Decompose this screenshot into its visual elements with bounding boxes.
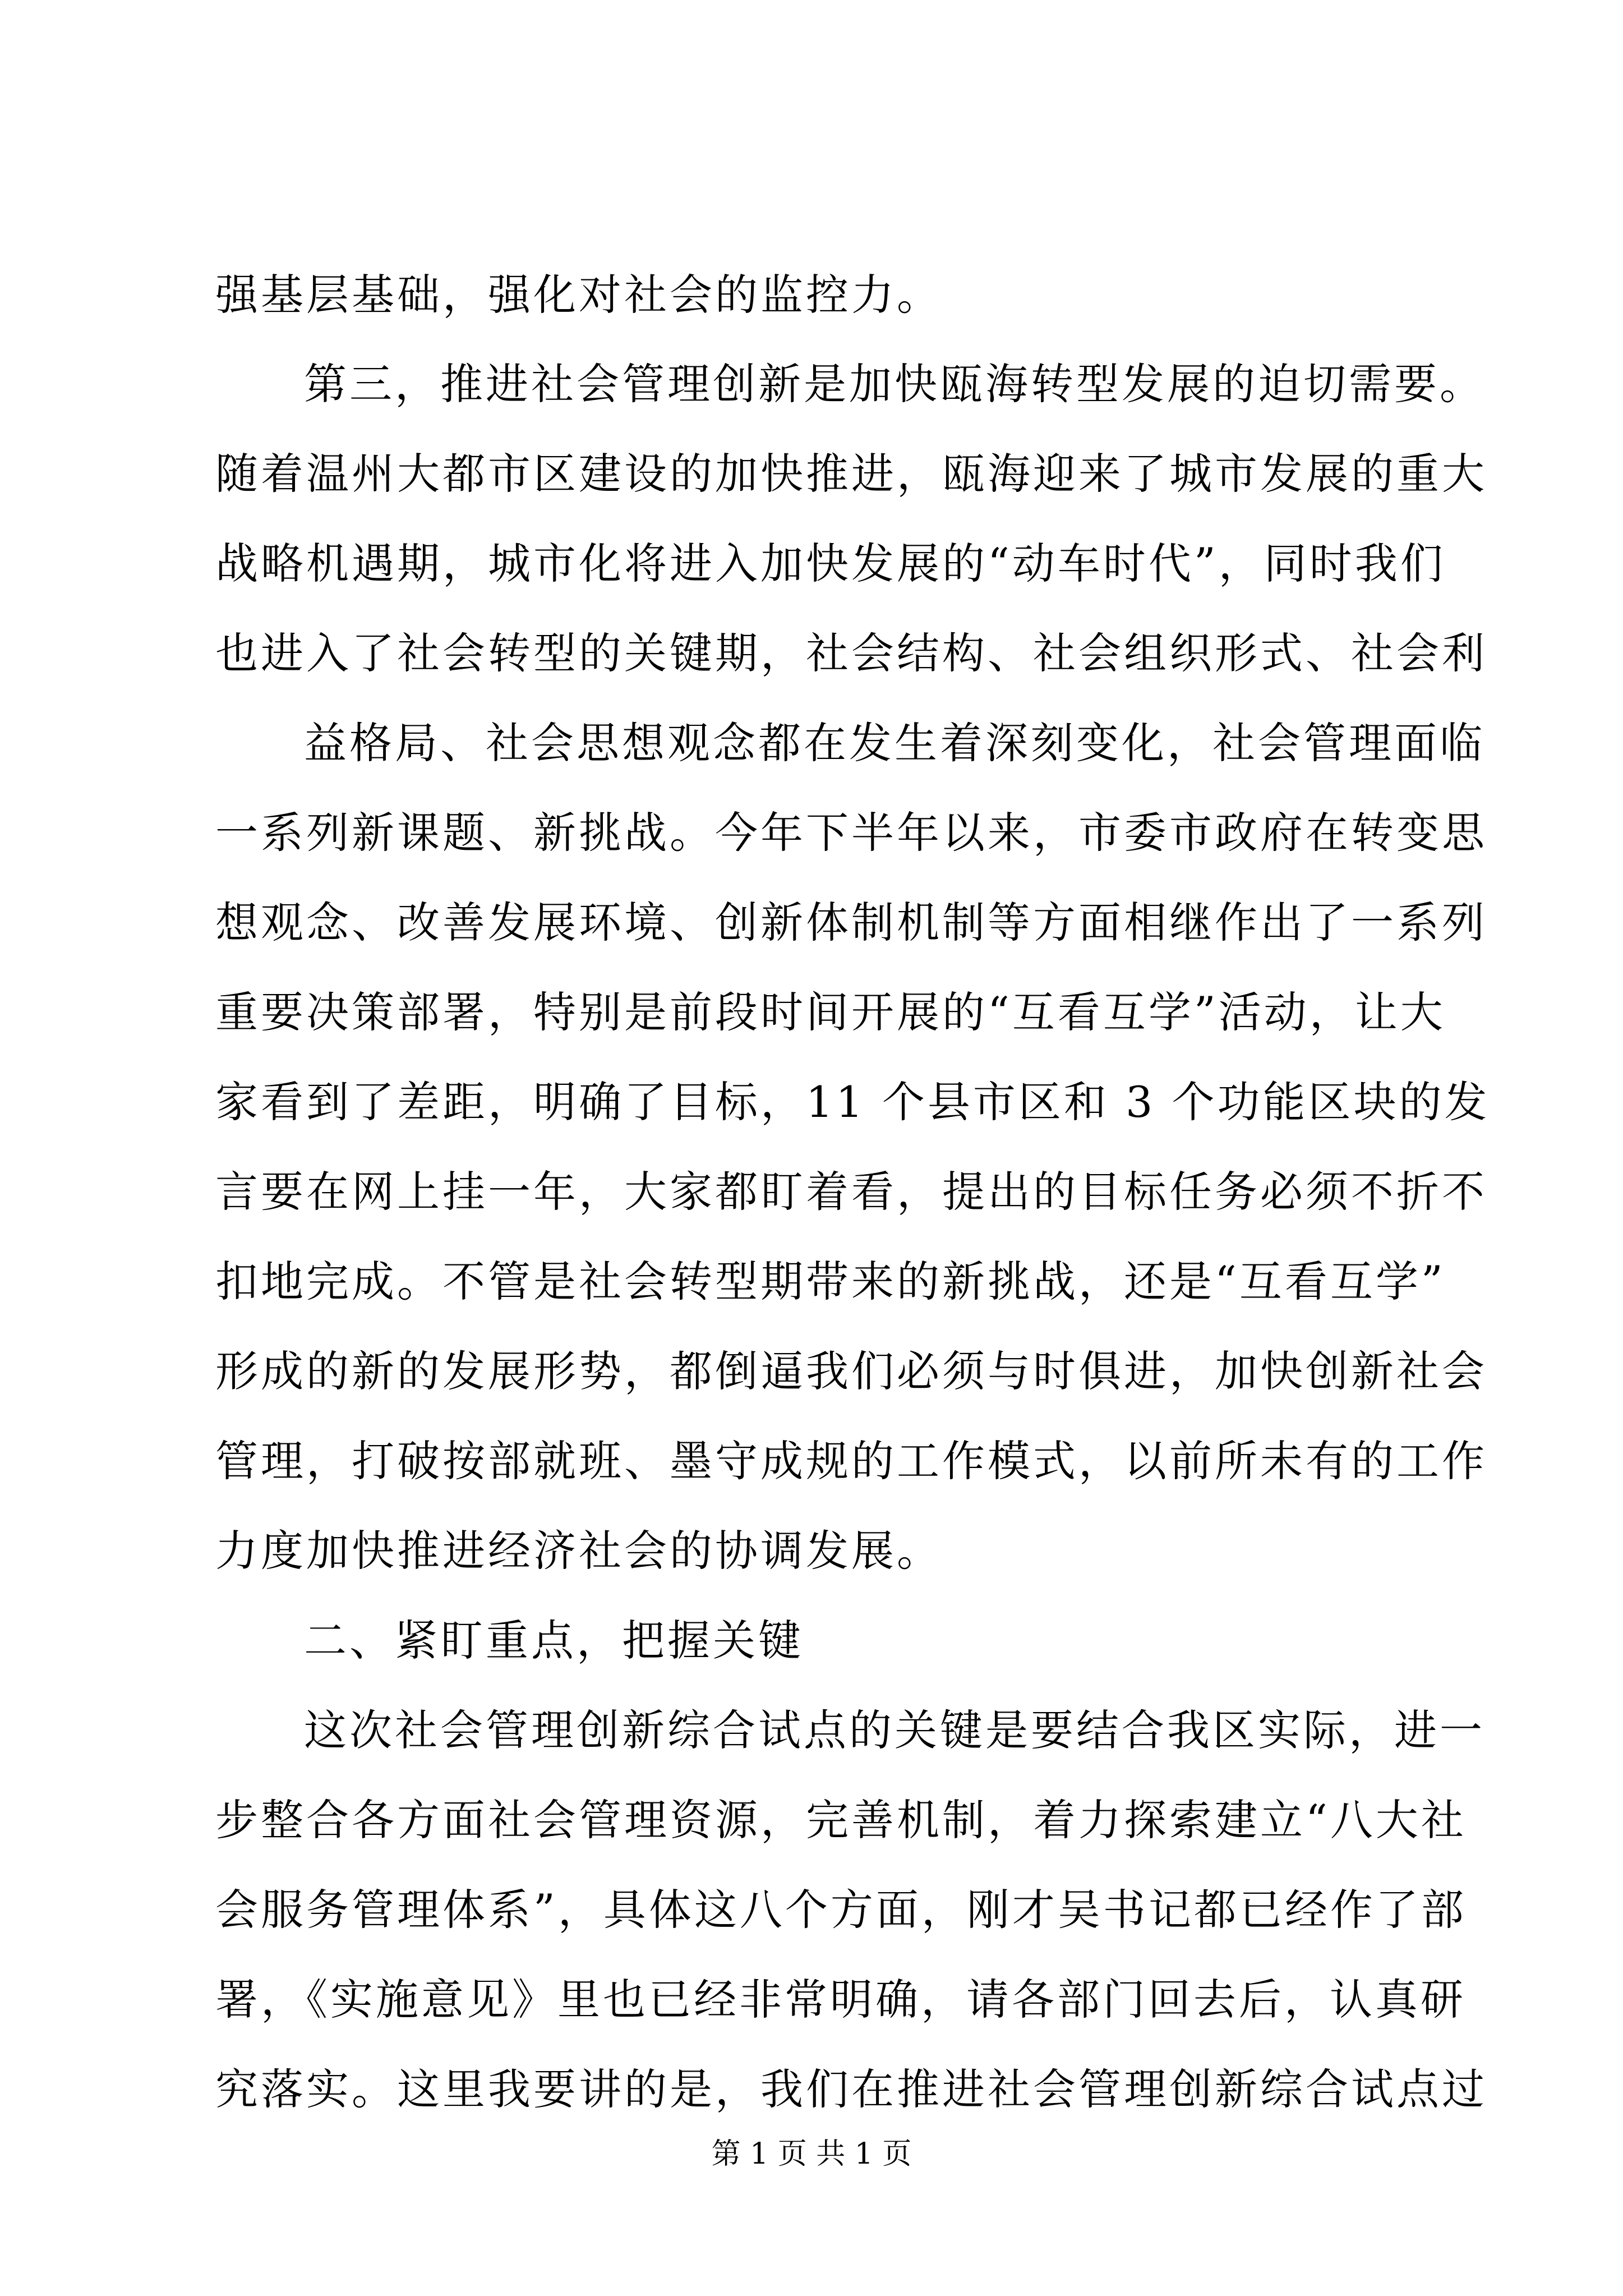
- text-line-9: 重要决策部署，特别是前段时间开展的“互看互学”活动，让大: [215, 987, 1446, 1037]
- text-line-1: 强基层基础，强化对社会的监控力。: [215, 270, 942, 320]
- text-line-20: 署，《实施意见》里也已经非常明确，请各部门回去后，认真研: [215, 1975, 1466, 2024]
- text-line-3: 随着温州大都市区建设的加快推进，瓯海迎来了城市发展的重大: [215, 449, 1487, 499]
- text-line-8: 想观念、改善发展环境、创新体制机制等方面相继作出了一系列: [215, 898, 1487, 947]
- page-number-footer: 第 1 页 共 1 页: [711, 2137, 912, 2171]
- text-line-18: 步整合各方面社会管理资源，完善机制，着力探索建立“八大社: [215, 1795, 1467, 1845]
- text-line-10: 家看到了差距，明确了目标，11 个县市区和 3 个功能区块的发: [215, 1077, 1490, 1127]
- text-line-4: 战略机遇期，城市化将进入加快发展的“动车时代”，同时我们: [215, 539, 1446, 588]
- text-line-14: 管理，打破按部就班、墨守成规的工作模式，以前所未有的工作: [215, 1436, 1487, 1486]
- text-line-13: 形成的新的发展形势，都倒逼我们必须与时俱进，加快创新社会: [215, 1346, 1487, 1396]
- text-line-15: 力度加快推进经济社会的协调发展。: [215, 1526, 942, 1576]
- section-heading: 二、紧盯重点，把握关键: [304, 1616, 804, 1665]
- text-line-12: 扣地完成。不管是社会转型期带来的新挑战，还是“互看互学”: [215, 1257, 1446, 1306]
- text-line-21: 究落实。这里我要讲的是，我们在推进社会管理创新综合试点过: [215, 2064, 1487, 2114]
- text-line-6: 益格局、社会思想观念都在发生着深刻变化，社会管理面临: [304, 718, 1485, 768]
- text-line-19: 会服务管理体系”，具体这八个方面，刚才吴书记都已经作了部: [215, 1885, 1467, 1935]
- text-line-2: 第三，推进社会管理创新是加快瓯海转型发展的迫切需要。: [304, 359, 1485, 409]
- text-line-17: 这次社会管理创新综合试点的关键是要结合我区实际，进一: [304, 1705, 1485, 1755]
- text-line-7: 一系列新课题、新挑战。今年下半年以来，市委市政府在转变思: [215, 808, 1487, 858]
- text-line-5: 也进入了社会转型的关键期，社会结构、社会组织形式、社会利: [215, 628, 1487, 678]
- text-line-11: 言要在网上挂一年，大家都盯着看，提出的目标任务必须不折不: [215, 1167, 1487, 1217]
